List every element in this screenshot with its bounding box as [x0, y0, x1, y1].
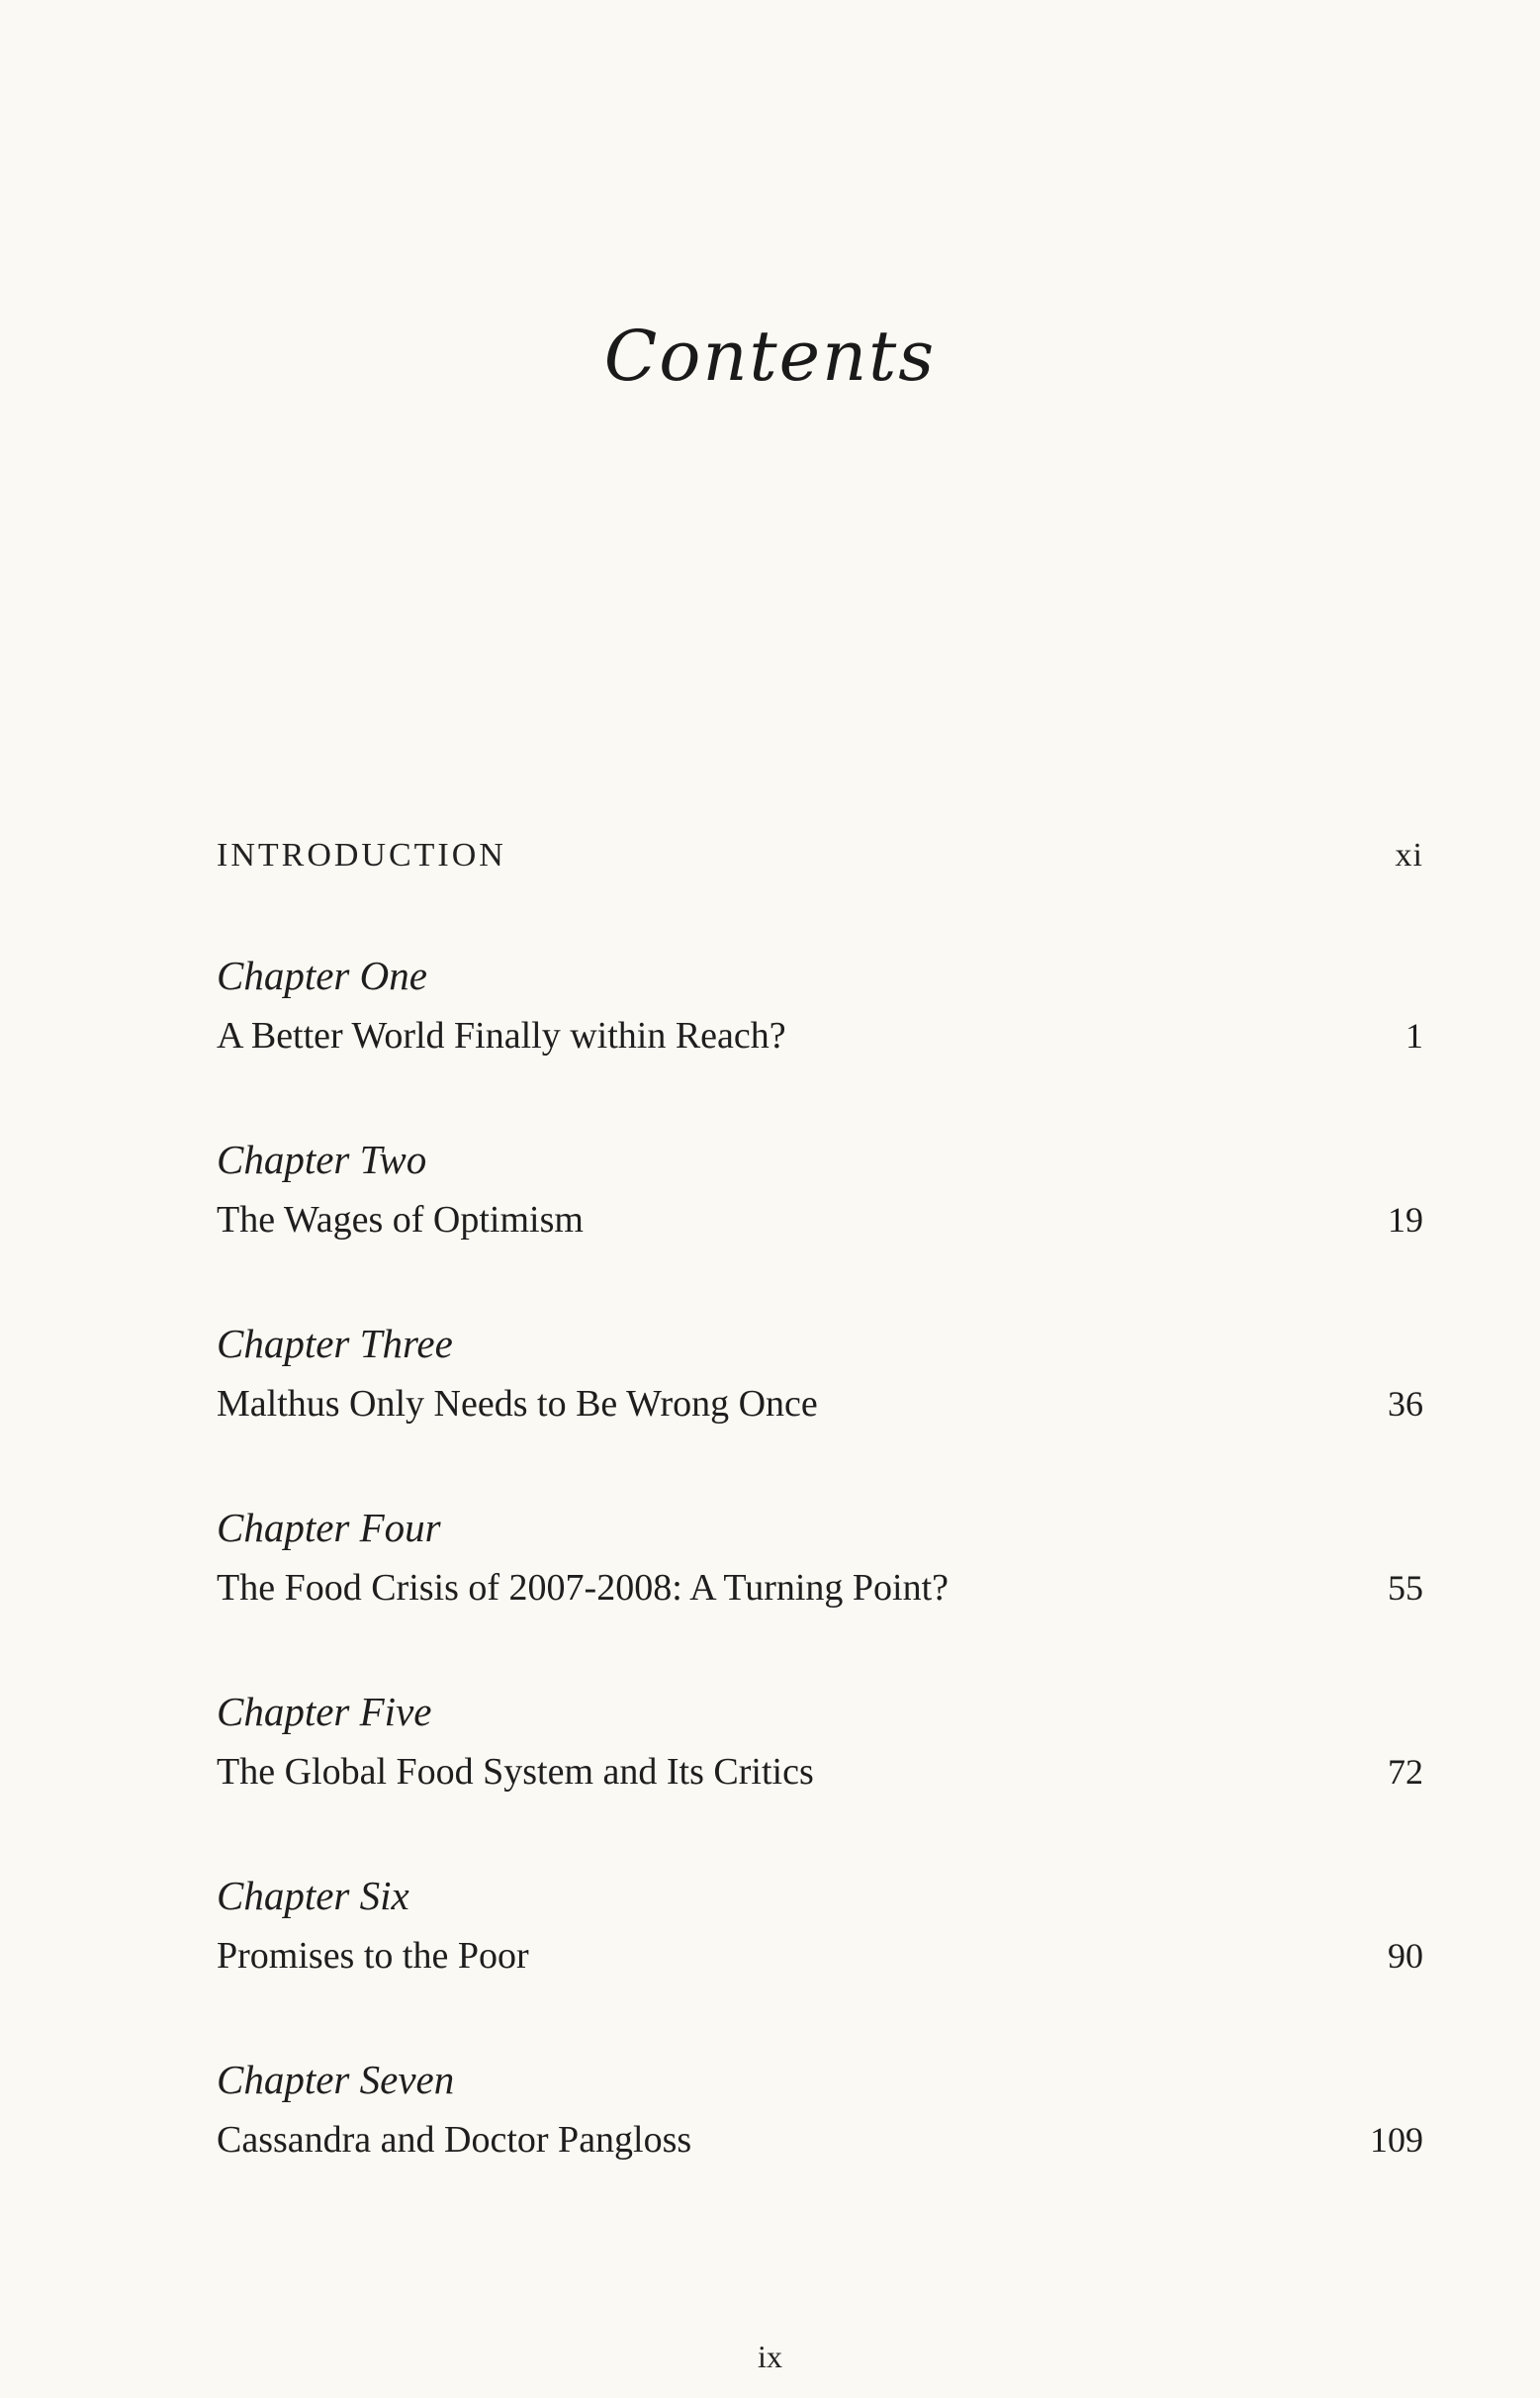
- toc-entry-chapter-one: [217, 953, 1423, 1058]
- page-title: Contents: [603, 316, 937, 397]
- chapter-label: Chapter Four: [217, 1505, 441, 1550]
- chapter-title: The Global Food System and Its Critics: [217, 1751, 814, 1793]
- chapter-page-number: 19: [1388, 1200, 1423, 1240]
- chapter-title: Malthus Only Needs to Be Wrong Once: [217, 1383, 818, 1425]
- chapter-title: A Better World Finally within Reach?: [217, 1015, 786, 1057]
- toc-entry-chapter-three: [217, 1321, 1423, 1426]
- chapter-page-number: 1: [1405, 1016, 1423, 1056]
- chapter-title: Cassandra and Doctor Pangloss: [217, 2119, 692, 2161]
- chapter-title: The Wages of Optimism: [217, 1199, 584, 1241]
- chapter-label: Chapter One: [217, 953, 427, 998]
- chapter-row: [217, 1934, 1423, 1978]
- chapter-row: [217, 1382, 1423, 1426]
- toc-entry-chapter-four: [217, 1505, 1423, 1610]
- chapter-row: [217, 1198, 1423, 1242]
- chapter-title: Promises to the Poor: [217, 1935, 529, 1977]
- chapter-row: [217, 1014, 1423, 1058]
- chapter-row: [217, 2118, 1423, 2162]
- toc-entry-chapter-two: [217, 1137, 1423, 1242]
- toc-entry-chapter-five: [217, 1689, 1423, 1794]
- chapter-page-number: 72: [1388, 1752, 1423, 1792]
- introduction-label: INTRODUCTION: [217, 837, 506, 874]
- chapter-page-number: 55: [1388, 1568, 1423, 1608]
- chapter-row: [217, 1566, 1423, 1610]
- chapter-label: Chapter Five: [217, 1689, 432, 1734]
- chapter-page-number: 109: [1370, 2120, 1423, 2160]
- chapter-row: [217, 1750, 1423, 1794]
- page-number-footer: ix: [758, 2339, 782, 2374]
- chapter-label: Chapter Three: [217, 1321, 453, 1366]
- toc-entry-introduction: [217, 837, 1423, 875]
- toc-entry-chapter-seven: [217, 2057, 1423, 2162]
- chapter-page-number: 36: [1388, 1384, 1423, 1424]
- chapter-label: Chapter Seven: [217, 2057, 455, 2102]
- chapter-label: Chapter Two: [217, 1137, 427, 1182]
- chapter-page-number: 90: [1388, 1936, 1423, 1976]
- introduction-page-number: xi: [1395, 837, 1423, 874]
- chapter-title: The Food Crisis of 2007-2008: A Turning Point?: [217, 1567, 950, 1609]
- toc-entry-chapter-six: [217, 1873, 1423, 1978]
- chapter-label: Chapter Six: [217, 1873, 409, 1918]
